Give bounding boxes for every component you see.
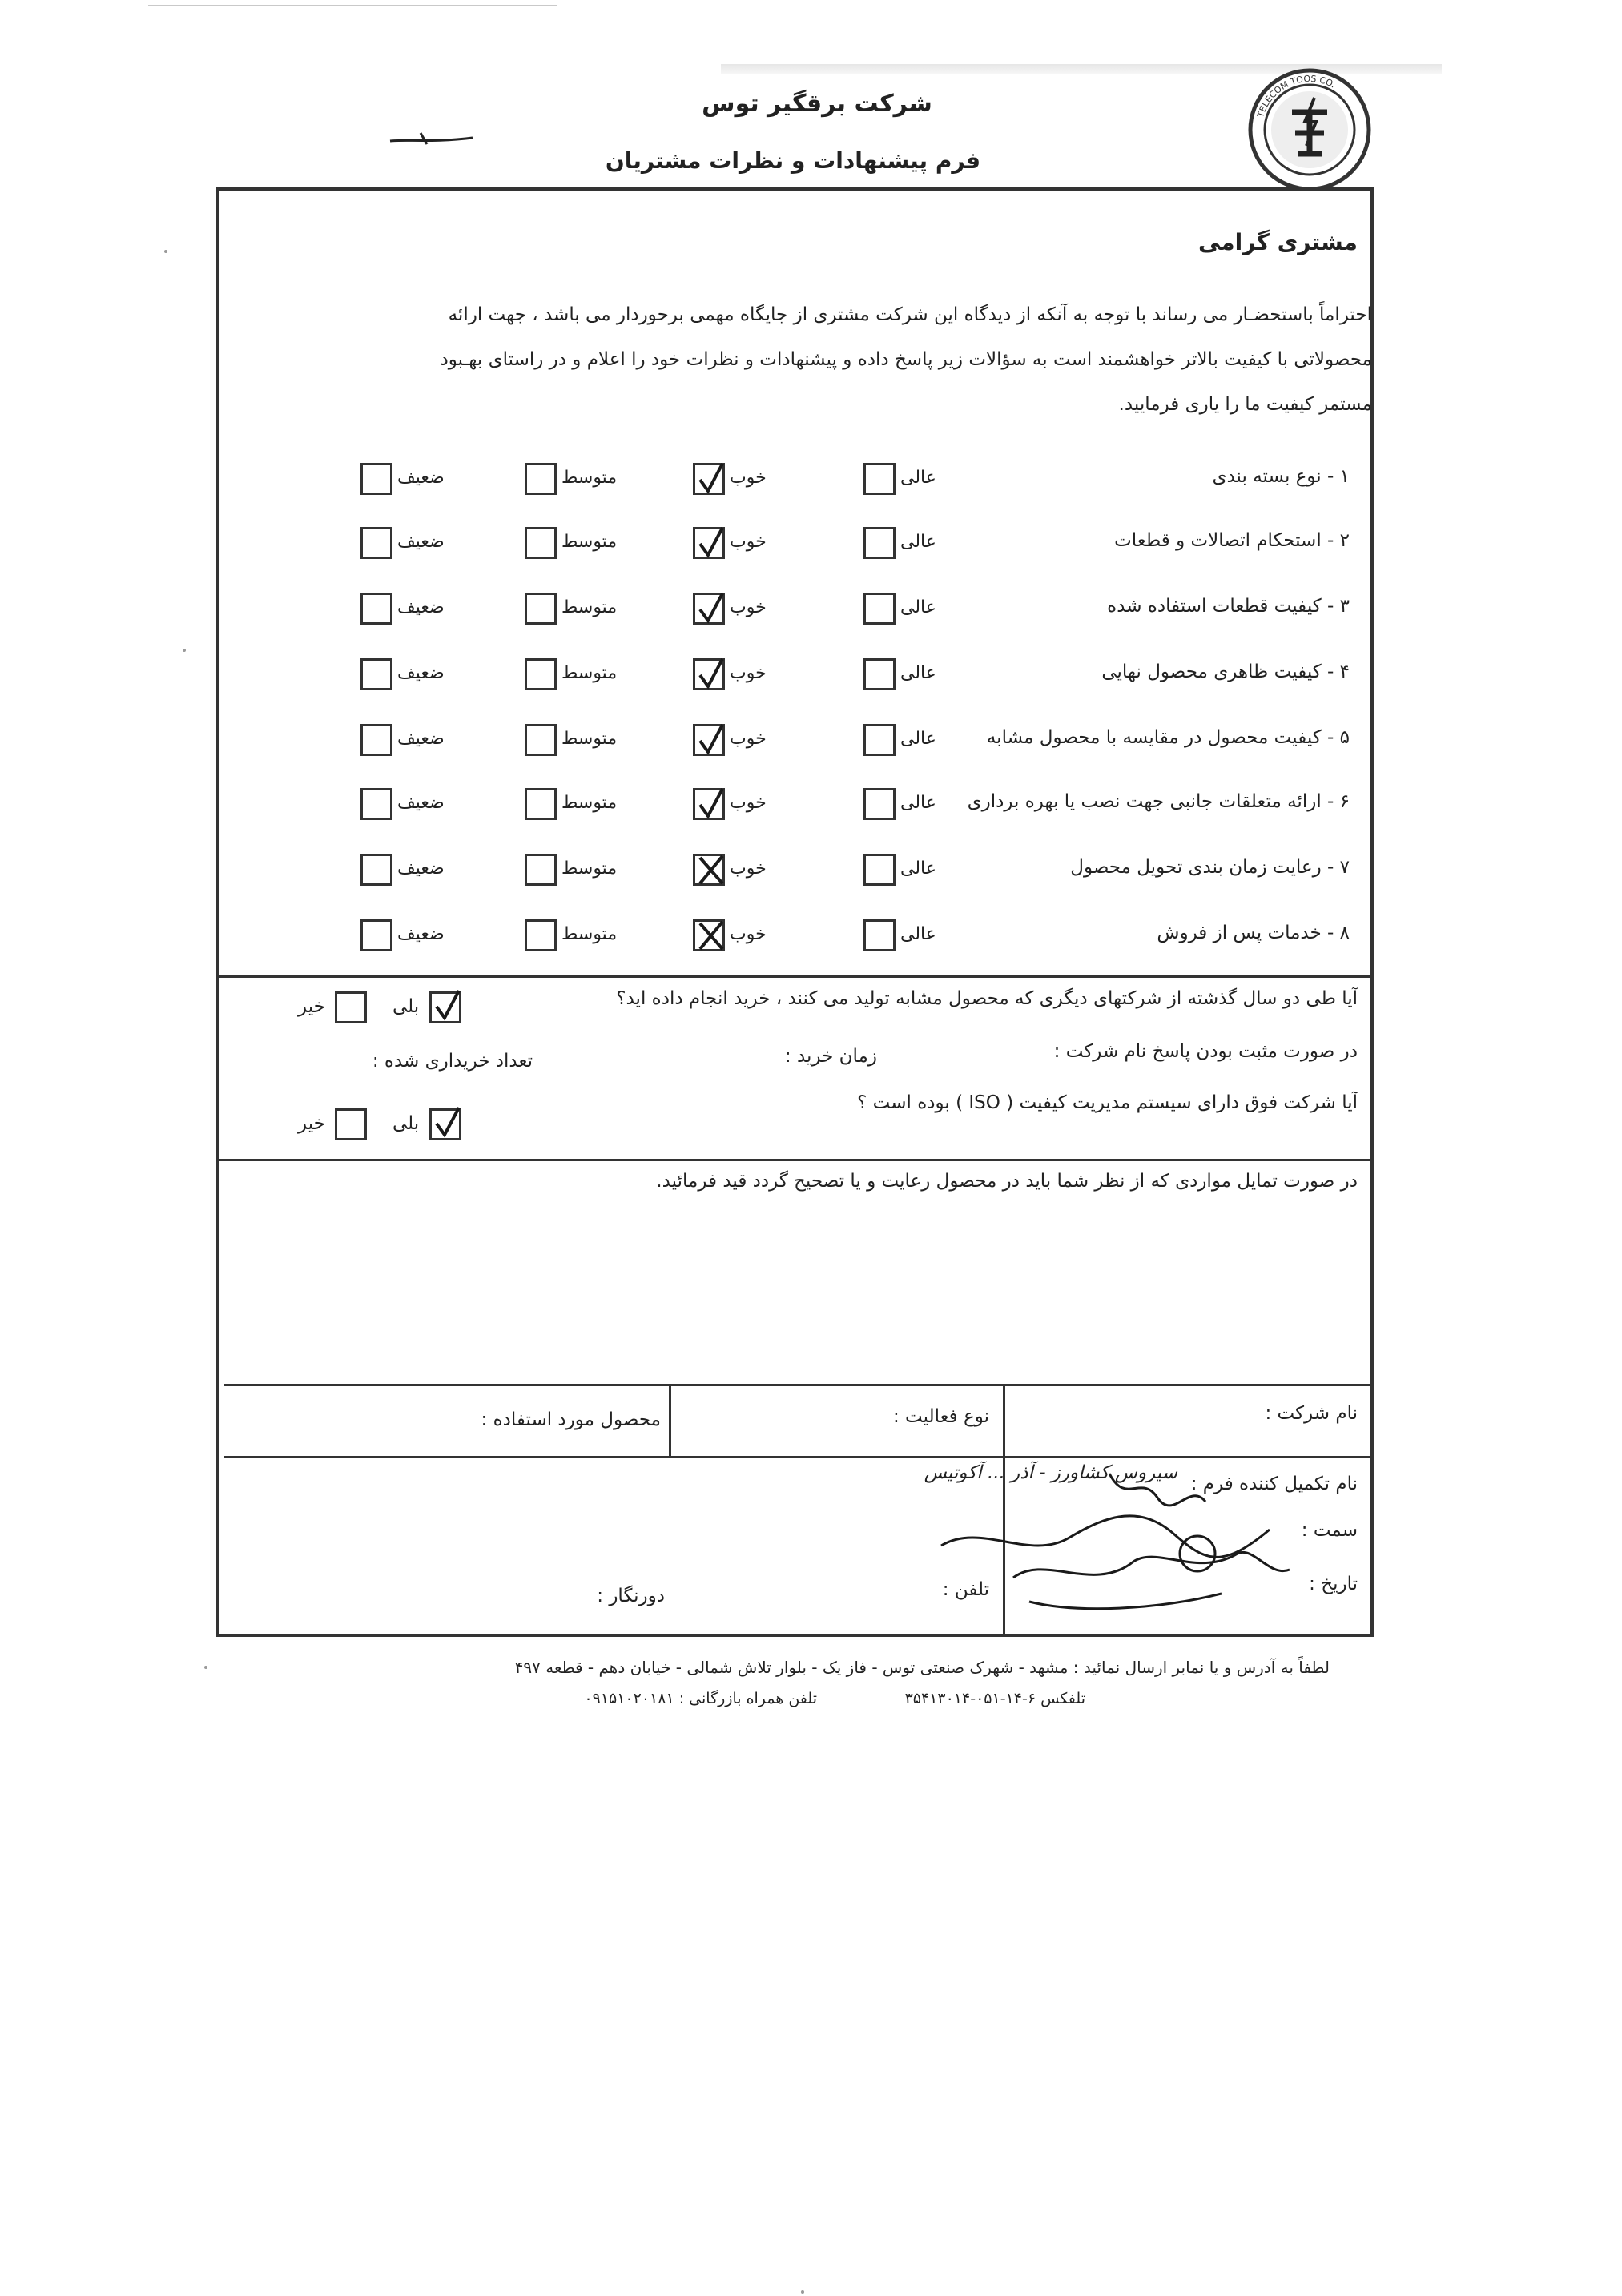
question-text: ۴ - کیفیت ظاهری محصول نهایی [1101,661,1350,682]
rating-checkbox[interactable] [693,788,725,820]
product-used-label: محصول مورد استفاده : [481,1409,661,1430]
question-number: ۷ [1339,857,1350,878]
question-label: کیفیت قطعات استفاده شده [1107,596,1322,617]
rating-checkbox[interactable] [360,658,392,690]
phone-label: تلفن : [942,1579,989,1600]
company-name-label: نام شرکت : [1265,1403,1358,1424]
question-text: ۶ - ارائه متعلقات جانبی جهت نصب یا بهره برداری [967,791,1350,812]
rating-checkbox[interactable] [863,854,896,886]
rating-option-label: عالی [900,793,936,813]
rating-option-label: ضعیف [397,663,445,683]
question-label: خدمات پس از فروش [1157,923,1322,943]
footer-address: لطفاً به آدرس و یا نمابر ارسال نمائید : مشهد - شهرک صنعتی توس - فاز یک - بلوار تلاش شمالی - خیابان دهم - قطعه ۴۹۷ [514,1658,1330,1677]
rating-checkbox[interactable] [525,854,557,886]
question-number: ۵ [1339,727,1350,748]
scan-speck [204,1666,207,1669]
question-text: ۸ - خدمات پس از فروش [1157,923,1350,943]
rating-option-label: ضعیف [397,729,445,749]
rating-option-label: خوب [730,924,767,944]
company-logo [1246,66,1374,194]
date-label: تاریخ : [1309,1574,1358,1594]
rating-option-label: خوب [730,729,767,749]
rating-option-label: عالی [900,729,936,749]
check-mark-icon [697,462,726,497]
rating-option-label: ضعیف [397,858,445,879]
iso-no-checkbox[interactable] [335,1108,367,1140]
rating-option-label: خوب [730,597,767,617]
rating-option-label: خوب [730,468,767,488]
cell-divider [1003,1384,1005,1458]
rating-option-label: متوسط [561,468,618,488]
purchase-yes-label: بلی [392,996,420,1017]
question-number: ۴ [1339,661,1350,682]
rating-option-label: ضعیف [397,597,445,617]
rating-option-label: متوسط [561,663,618,683]
rating-checkbox[interactable] [693,463,725,495]
section-divider [224,1384,1371,1386]
rating-checkbox[interactable] [525,658,557,690]
rating-checkbox[interactable] [525,463,557,495]
iso-yes-checkbox[interactable] [429,1108,461,1140]
question-number: ۱ [1339,466,1350,487]
rating-checkbox[interactable] [525,593,557,625]
question-row [240,916,1358,964]
rating-checkbox[interactable] [863,919,896,951]
scan-speck [164,250,167,253]
rating-option-label: متوسط [561,532,618,552]
purchase-no-label: خیر [298,996,325,1017]
rating-option-label: خوب [730,858,767,879]
rating-option-label: متوسط [561,924,618,944]
rating-checkbox[interactable] [360,527,392,559]
activity-label: نوع فعالیت : [892,1406,989,1427]
position-label: سمت : [1301,1520,1358,1541]
salutation: مشتری گرامی [1197,229,1358,255]
rating-option-label: عالی [900,532,936,552]
question-label: استحکام اتصالات و قطعات [1114,530,1322,551]
question-label: ارائه متعلقات جانبی جهت نصب یا بهره برداری [967,791,1322,812]
question-label: کیفیت ظاهری محصول نهایی [1101,661,1322,682]
question-row [240,785,1358,833]
rating-option-label: ضعیف [397,532,445,552]
filler-name-label: نام تکمیل کننده فرم : [1190,1474,1358,1494]
rating-option-label: متوسط [561,858,618,879]
cross-mark-icon [697,919,726,954]
rating-option-label: ضعیف [397,924,445,944]
question-text: ۳ - کیفیت قطعات استفاده شده [1107,596,1350,617]
purchase-time-label: زمان خرید : [784,1046,877,1067]
rating-checkbox[interactable] [525,724,557,756]
logo-text: TELECOM TOOS CO. [1255,73,1338,119]
rating-option-label: متوسط [561,729,618,749]
rating-checkbox[interactable] [360,724,392,756]
rating-option-label: عالی [900,468,936,488]
check-mark-icon [697,526,726,561]
scan-speck [801,2290,804,2294]
iso-question: آیا شرکت فوق دارای سیستم مدیریت کیفیت ( ISO ) بوده است ؟ [857,1092,1358,1113]
question-number: ۶ [1339,791,1350,812]
question-label: نوع بسته بندی [1212,466,1322,487]
rating-option-label: عالی [900,663,936,683]
section-divider [219,1159,1372,1161]
purchase-company-label: در صورت مثبت بودن پاسخ نام شرکت : [1053,1041,1358,1062]
question-row [240,460,1358,508]
section-divider [219,975,1372,978]
question-label: رعایت زمان بندی تحویل محصول [1070,857,1322,878]
handwritten-mark [388,127,477,151]
purchase-yes-checkbox[interactable] [429,991,461,1023]
purchase-no-checkbox[interactable] [335,991,367,1023]
scan-edge-line [148,5,557,6]
question-row [240,524,1358,572]
rating-option-label: خوب [730,532,767,552]
question-text: ۲ - استحکام اتصالات و قطعات [1114,530,1350,551]
intro-paragraph-line: محصولاتی با کیفیت بالاتر خواهشمند است به سؤالات زیر پاسخ داده و پیشنهادات و نظرات خود را اعلام و در راستای بهـبود [440,349,1372,370]
rating-option-label: عالی [900,597,936,617]
rating-checkbox[interactable] [863,463,896,495]
rating-checkbox[interactable] [693,658,725,690]
check-mark-icon [433,989,462,1024]
cross-mark-icon [697,853,726,888]
check-mark-icon [697,787,726,822]
rating-checkbox[interactable] [863,788,896,820]
iso-no-label: خیر [298,1113,325,1134]
rating-checkbox[interactable] [525,527,557,559]
footer-mobile: تلفن همراه بازرگانی : ۰۹۱۵۱۰۲۰۱۸۱ [584,1690,817,1707]
iso-yes-label: بلی [392,1113,420,1134]
rating-checkbox[interactable] [693,593,725,625]
check-mark-icon [433,1106,462,1141]
company-name: شرکت برقگیر توس [702,90,932,118]
rating-checkbox[interactable] [360,463,392,495]
rating-option-label: عالی [900,924,936,944]
question-label: کیفیت محصول در مقایسه با محصول مشابه [986,727,1322,748]
rating-checkbox[interactable] [360,919,392,951]
question-number: ۸ [1339,923,1350,943]
rating-option-label: خوب [730,793,767,813]
check-mark-icon [697,723,726,758]
rating-checkbox[interactable] [863,724,896,756]
rating-checkbox[interactable] [525,788,557,820]
question-row [240,850,1358,899]
intro-paragraph-line: مستمر کیفیت ما را یاری فرمایید. [1118,394,1372,415]
form-title: فرم پیشنهادات و نظرات مشتریان [605,147,981,174]
purchase-qty-label: تعداد خریداری شده : [372,1051,533,1072]
question-text: ۵ - کیفیت محصول در مقایسه با محصول مشابه [986,727,1350,748]
rating-checkbox[interactable] [360,854,392,886]
rating-checkbox[interactable] [693,527,725,559]
rating-option-label: ضعیف [397,468,445,488]
rating-option-label: عالی [900,858,936,879]
suggestions-prompt: در صورت تمایل مواردی که از نظر شما باید در محصول رعایت و یا تصحیح گردد قید فرمائید. [656,1171,1358,1192]
rating-checkbox[interactable] [693,854,725,886]
question-row [240,721,1358,769]
rating-checkbox[interactable] [693,724,725,756]
signature-icon [933,1458,1302,1618]
scan-speck [183,649,186,652]
footer-telefax: تلفکس ۶-۱۴-۰۵۱-۳۵۴۱۳۰۱۴ [904,1690,1085,1707]
rating-option-label: متوسط [561,597,618,617]
question-row [240,655,1358,703]
question-number: ۲ [1339,530,1350,551]
rating-checkbox[interactable] [693,919,725,951]
suggestions-area[interactable] [240,1209,1354,1369]
purchase-question: آیا طی دو سال گذشته از شرکتهای دیگری که محصول مشابه تولید می کنند ، خرید انجام داده اید؟ [616,988,1358,1009]
intro-paragraph-line: احتراماً باستحضـار می رساند با توجه به آنکه از دیدگاه این شرکت مشتری از جایگاه مهمی برحوردار می باشد ، جهت ارائه [448,304,1372,325]
rating-option-label: ضعیف [397,793,445,813]
question-text: ۱ - نوع بسته بندی [1212,466,1350,487]
check-mark-icon [697,657,726,693]
rating-checkbox[interactable] [360,593,392,625]
filler-name-value: سیروس کشاورز - آذر ... آکوتیس [924,1462,1177,1483]
fax-label: دورنگار : [597,1586,665,1606]
question-row [240,589,1358,637]
rating-checkbox[interactable] [525,919,557,951]
rating-checkbox[interactable] [863,658,896,690]
rating-checkbox[interactable] [863,527,896,559]
rating-checkbox[interactable] [360,788,392,820]
question-number: ۳ [1339,596,1350,617]
question-text: ۷ - رعایت زمان بندی تحویل محصول [1070,857,1350,878]
cell-divider [669,1384,671,1458]
rating-option-label: خوب [730,663,767,683]
rating-option-label: متوسط [561,793,618,813]
check-mark-icon [697,592,726,627]
rating-checkbox[interactable] [863,593,896,625]
